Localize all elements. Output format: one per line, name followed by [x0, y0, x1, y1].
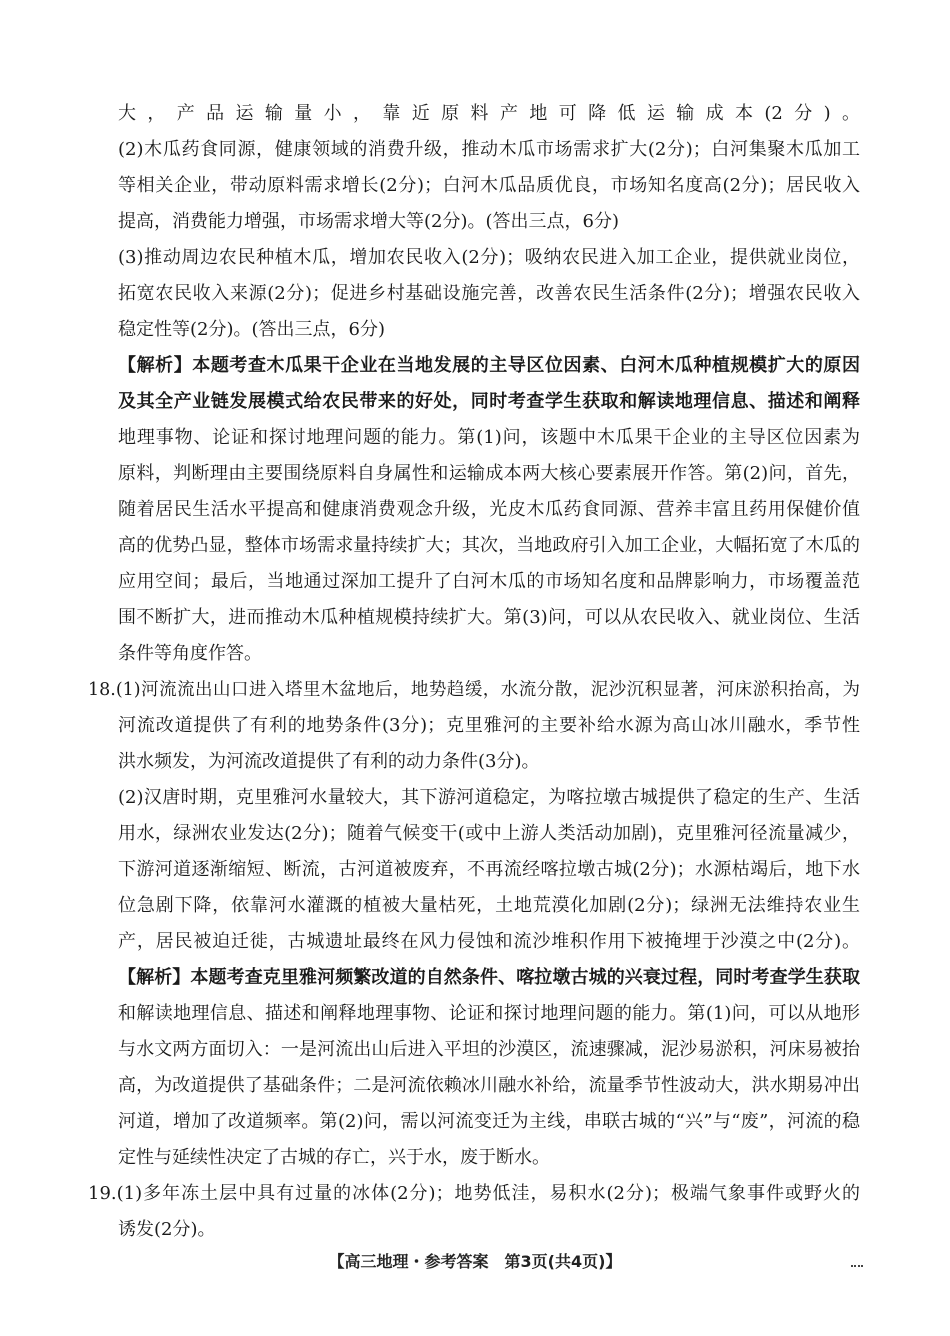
text-line-7: 稳定性等(2分)。(答出三点，6分)	[118, 319, 385, 340]
analysis-18-line-6: 定性与延续性决定了古城的存亡，兴于水，废于断水。	[118, 1147, 550, 1168]
question-19-line-2: 诱发(2分)。	[118, 1219, 216, 1240]
question-18-line-2: 河流改道提供了有利的地势条件(3分)；克里雅河的主要补给水源为高山冰川融水，季节性	[118, 715, 860, 736]
analysis-line-8: 围不断扩大，进而推动木瓜种植规模持续扩大。第(3)问，可以从农民收入、就业岗位、生活	[118, 607, 860, 628]
text-line-6: 拓宽农民收入来源(2分)；促进乡村基础设施完善，改善农民生活条件(2分)；增强农民收入	[118, 283, 860, 304]
question-18-line-4: (2)汉唐时期，克里雅河水量较大，其下游河道稳定，为喀拉墩古城提供了稳定的生产、生活	[118, 787, 860, 808]
question-18-line-5: 用水，绿洲农业发达(2分)；随着气候变干(或中上游人类活动加剧)，克里雅河径流量减少，	[118, 823, 860, 844]
analysis-18-line-3: 与水文两方面切入：一是河流出山后进入平坦的沙漠区，流速骤减，泥沙易淤积，河床易被抬	[118, 1039, 860, 1060]
page-footer: 【高三地理・参考答案 第3页(共4页)】	[328, 1252, 622, 1271]
analysis-18-line-2: 和解读地理信息、描述和阐释地理事物、论证和探讨地理问题的能力。第(1)问，可以从地形	[118, 1003, 860, 1024]
question-18-line-3: 洪水频发，为河流改道提供了有利的动力条件(3分)。	[118, 751, 540, 772]
text-line-2: (2)木瓜药食同源，健康领域的消费升级，推动木瓜市场需求扩大(2分)；白河集聚木瓜加工	[118, 139, 860, 160]
question-18-line-8: 产，居民被迫迁徙，古城遗址最终在风力侵蚀和流沙堆积作用下被掩埋于沙漠之中(2分)。	[118, 931, 860, 952]
question-19-line-1: 19.(1)多年冻土层中具有过量的冰体(2分)；地势低洼，易积水(2分)；极端气象事件或野火的	[88, 1183, 860, 1204]
text-line-1: 大，产品运输量小，靠近原料产地可降低运输成本(2分)。	[118, 103, 860, 124]
analysis-line-9: 条件等角度作答。	[118, 643, 262, 664]
corner-mark	[851, 1265, 863, 1270]
question-18-line-7: 位急剧下降，依靠河水灌溉的植被大量枯死，土地荒漠化加剧(2分)；绿洲无法维持农业生	[118, 895, 860, 916]
question-18-line-6: 下游河道逐渐缩短、断流，古河道被废弃，不再流经喀拉墩古城(2分)；水源枯竭后，地下水	[118, 859, 860, 880]
analysis-line-2: 及其全产业链发展模式给农民带来的好处，同时考查学生获取和解读地理信息、描述和阐释	[118, 391, 860, 412]
analysis-line-3: 地理事物、论证和探讨地理问题的能力。第(1)问，该题中木瓜果干企业的主导区位因素为	[118, 427, 860, 448]
analysis-line-6: 高的优势凸显，整体市场需求量持续扩大；其次，当地政府引入加工企业，大幅拓宽了木瓜的	[118, 535, 860, 556]
analysis-line-5: 随着居民生活水平提高和健康消费观念升级，光皮木瓜药食同源、营养丰富且药用保健价值	[118, 499, 860, 520]
analysis-18-line-1: 【解析】本题考查克里雅河频繁改道的自然条件、喀拉墩古城的兴衰过程，同时考查学生获取	[118, 967, 860, 988]
text-line-5: (3)推动周边农民种植木瓜，增加农民收入(2分)；吸纳农民进入加工企业，提供就业岗位，	[118, 247, 860, 268]
analysis-18-line-4: 高，为改道提供了基础条件；二是河流依赖冰川融水补给，流量季节性波动大，洪水期易冲出	[118, 1075, 860, 1096]
analysis-line-7: 应用空间；最后，当地通过深加工提升了白河木瓜的市场知名度和品牌影响力，市场覆盖范	[118, 571, 860, 592]
analysis-line-4: 原料，判断理由主要围绕原料自身属性和运输成本两大核心要素展开作答。第(2)问，首先，	[118, 463, 860, 484]
text-line-3: 等相关企业，带动原料需求增长(2分)；白河木瓜品质优良，市场知名度高(2分)；居民收入	[118, 175, 860, 196]
analysis-line-1: 【解析】本题考查木瓜果干企业在当地发展的主导区位因素、白河木瓜种植规模扩大的原因	[118, 355, 860, 376]
question-18-line-1: 18.(1)河流流出山口进入塔里木盆地后，地势趋缓，水流分散，泥沙沉积显著，河床淤积抬高，为	[88, 680, 860, 700]
text-line-4: 提高，消费能力增强，市场需求增大等(2分)。(答出三点，6分)	[118, 211, 619, 232]
analysis-18-line-5: 河道，增加了改道频率。第(2)问，需以河流变迁为主线，串联古城的“兴”与“废”，河流的稳	[118, 1111, 860, 1132]
